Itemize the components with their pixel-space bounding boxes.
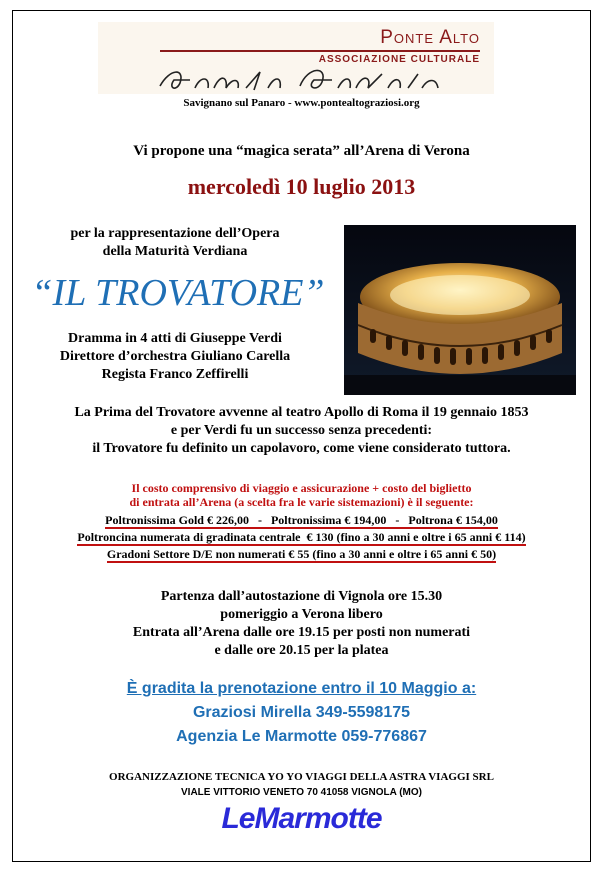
signature-image bbox=[150, 58, 450, 98]
travel-line: Partenza dall’autostazione di Vignola ore 15.30 bbox=[160, 589, 443, 604]
logo-divider bbox=[160, 50, 480, 52]
event-date: mercoledì 10 luglio 2013 bbox=[187, 174, 416, 199]
travel-line: e dalle ore 20.15 per la platea bbox=[214, 643, 389, 658]
price-list bbox=[0, 512, 603, 563]
credit-line: Dramma in 4 atti di Giuseppe Verdi bbox=[68, 331, 282, 346]
cost-note bbox=[0, 481, 603, 509]
history-paragraph bbox=[0, 404, 603, 458]
opera-intro-line: per la rappresentazione dell’Opera bbox=[70, 226, 280, 241]
history-line: e per Verdi fu un successo senza precedenti: bbox=[170, 423, 433, 438]
price-row: Gradoni Settore D/E non numerati € 55 (fino a 30 anni e oltre i 65 anni € 50) bbox=[106, 547, 497, 561]
cost-line: di entrata all’Arena (a scelta fra le varie sistemazioni) è il seguente: bbox=[129, 495, 474, 509]
travel-line: Entrata all’Arena dalle ore 19.15 per posti non numerati bbox=[132, 625, 471, 640]
opera-credits bbox=[20, 330, 330, 384]
history-line: La Prima del Trovatore avvenne al teatro Apollo di Roma il 19 gennaio 1853 bbox=[74, 405, 529, 420]
org-subtitle: ASSOCIAZIONE CULTURALE bbox=[318, 54, 480, 65]
opera-intro bbox=[20, 225, 330, 261]
history-line: il Trovatore fu definito un capolavoro, come viene considerato tuttora. bbox=[92, 441, 511, 456]
location-and-website: Savignano sul Panaro - www.pontealtograziosi.org bbox=[183, 97, 420, 109]
organizer: ORGANIZZAZIONE TECNICA YO YO VIAGGI DELLA ASTRA VIAGGI SRL bbox=[109, 771, 494, 783]
opera-title: “IL TROVATORE” bbox=[31, 272, 325, 314]
cost-line: Il costo comprensivo di viaggio e assicurazione + costo del biglietto bbox=[131, 481, 472, 495]
travel-line: pomeriggio a Verona libero bbox=[220, 607, 383, 622]
organizer-address: VIALE VITTORIO VENETO 70 41058 VIGNOLA (MO) bbox=[181, 787, 422, 798]
arena-photo bbox=[344, 225, 576, 395]
price-row: Poltronissima Gold € 226,00 - Poltronissima € 194,00 - Poltrona € 154,00 bbox=[105, 513, 498, 527]
opera-intro-line: della Maturità Verdiana bbox=[102, 244, 248, 259]
org-name: Ponte Alto bbox=[380, 27, 480, 48]
booking-section bbox=[0, 680, 603, 746]
booking-contact-graziosi: Graziosi Mirella 349-5598175 bbox=[192, 704, 411, 721]
credit-line: Regista Franco Zeffirelli bbox=[101, 367, 249, 382]
credit-line: Direttore d’orchestra Giuliano Carella bbox=[59, 349, 291, 364]
intro-line: Vi propone una “magica serata” all’Arena di Verona bbox=[133, 143, 470, 159]
price-row: Poltroncina numerata di gradinata centrale € 130 (fino a 30 anni e oltre i 65 anni € 114) bbox=[77, 530, 526, 544]
le-marmotte-logo: LeMarmotte bbox=[221, 802, 382, 835]
travel-info bbox=[0, 588, 603, 660]
booking-heading: È gradita la prenotazione entro il 10 Maggio a: bbox=[126, 680, 477, 697]
booking-contact-agency: Agenzia Le Marmotte 059-776867 bbox=[176, 728, 427, 745]
